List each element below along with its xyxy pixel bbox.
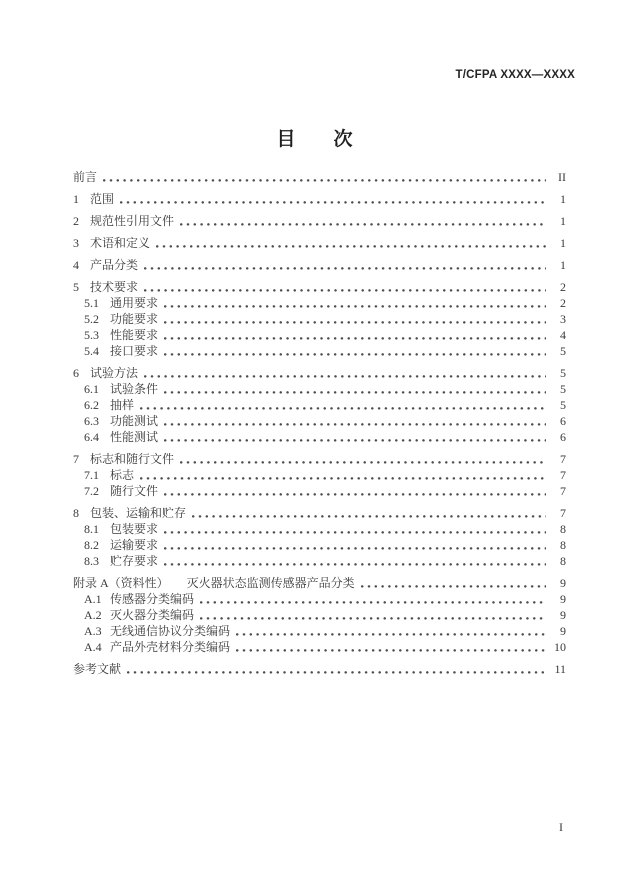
toc-entry-label: 术语和定义 (90, 236, 151, 250)
toc-entry[interactable] (73, 366, 566, 381)
toc-entry-number: 6 (73, 366, 79, 380)
toc-entry-page: 7 (560, 506, 566, 520)
dot-leader (180, 223, 546, 226)
toc-entry-page: 2 (560, 280, 566, 294)
toc-entry-label: 参考文献 (73, 662, 122, 676)
toc-entry-number: 5 (73, 280, 79, 294)
toc-entry-page: 11 (554, 662, 566, 676)
dot-leader (236, 633, 546, 636)
toc-entry-label: 贮存要求 (110, 554, 159, 568)
toc-entry-number: 5.2 (84, 312, 99, 326)
toc-entry[interactable] (73, 538, 566, 553)
toc-entry[interactable] (73, 522, 566, 537)
toc-entry[interactable] (73, 592, 566, 607)
toc-entry-label: 运输要求 (110, 538, 159, 552)
toc-entry[interactable] (73, 414, 566, 429)
toc-entry-number: 5.1 (84, 296, 99, 310)
toc-entry-page: 4 (560, 328, 566, 342)
dot-leader (200, 601, 546, 604)
dot-leader (164, 321, 546, 324)
toc-entry[interactable] (73, 430, 566, 445)
dot-leader (140, 407, 546, 410)
toc-entry-page: 8 (560, 522, 566, 536)
toc-entry-label: 规范性引用文件 (90, 214, 175, 228)
toc-entry-page: II (558, 170, 566, 184)
dot-leader (180, 461, 546, 464)
dot-leader (144, 289, 546, 292)
toc-entry-number: A.3 (84, 624, 102, 638)
dot-leader (120, 201, 546, 204)
toc-entry-label: 技术要求 (90, 280, 139, 294)
toc-entry-page: 6 (560, 430, 566, 444)
toc-entry[interactable] (73, 312, 566, 327)
toc-entry-label: 随行文件 (110, 484, 159, 498)
dot-leader (164, 305, 546, 308)
toc-entry-label: 产品分类 (90, 258, 139, 272)
toc-entry[interactable] (73, 398, 566, 413)
dot-leader (164, 563, 546, 566)
toc-entry-number: A.1 (84, 592, 102, 606)
dot-leader (164, 547, 546, 550)
toc-entry-number: 3 (73, 236, 79, 250)
toc-entry[interactable] (73, 452, 566, 467)
dot-leader (164, 439, 546, 442)
toc-entry-label: 范围 (90, 192, 115, 206)
toc-entry-label: 前言 (73, 170, 98, 184)
dot-leader (361, 585, 546, 588)
dot-leader (200, 617, 546, 620)
toc-entry-page: 7 (560, 468, 566, 482)
toc-entry-label: 性能要求 (110, 328, 159, 342)
toc-entry[interactable] (73, 280, 566, 295)
toc-entry[interactable] (73, 468, 566, 483)
toc-entry-page: 5 (560, 366, 566, 380)
toc-entry-number: 8.3 (84, 554, 99, 568)
dot-leader (156, 245, 546, 248)
toc-entry-label: 无线通信协议分类编码 (110, 624, 231, 638)
toc-entry-page: 5 (560, 344, 566, 358)
document-number: T/CFPA XXXX—XXXX (455, 69, 575, 81)
toc-entry[interactable] (73, 662, 566, 677)
toc-entry-label: 标志 (110, 468, 135, 482)
toc-entry-page: 9 (560, 608, 566, 622)
toc-entry[interactable] (73, 554, 566, 569)
dot-leader (164, 353, 546, 356)
toc-entry-number: A.2 (84, 608, 102, 622)
toc-entry-label: 产品外壳材料分类编码 (110, 640, 231, 654)
toc-list (73, 170, 566, 677)
toc-entry[interactable] (73, 576, 566, 591)
toc-entry[interactable] (73, 640, 566, 655)
toc-entry-page: 2 (560, 296, 566, 310)
toc-entry-label: 功能测试 (110, 414, 159, 428)
toc-entry-label: 附录 A（资料性） 灭火器状态监测传感器产品分类 (73, 576, 355, 590)
toc-entry-number: 8.1 (84, 522, 99, 536)
toc-entry-number: 6.1 (84, 382, 99, 396)
dot-leader (144, 375, 546, 378)
toc-entry[interactable] (73, 608, 566, 623)
toc-entry-number: 5.3 (84, 328, 99, 342)
toc-entry-number: 6.2 (84, 398, 99, 412)
toc-entry[interactable] (73, 296, 566, 311)
toc-entry-page: 1 (560, 258, 566, 272)
toc-entry-number: 7.1 (84, 468, 99, 482)
toc-entry-label: 抽样 (110, 398, 135, 412)
toc-entry-label: 性能测试 (110, 430, 159, 444)
dot-leader (103, 179, 546, 182)
toc-entry-number: 5.4 (84, 344, 99, 358)
toc-entry-label: 功能要求 (110, 312, 159, 326)
toc-entry[interactable] (73, 214, 566, 229)
toc-entry-page: 9 (560, 624, 566, 638)
toc-entry[interactable] (73, 170, 566, 185)
toc-entry-page: 8 (560, 538, 566, 552)
toc-entry-label: 接口要求 (110, 344, 159, 358)
toc-entry-label: 通用要求 (110, 296, 159, 310)
toc-entry-label: 传感器分类编码 (110, 592, 195, 606)
toc-entry-page: 9 (560, 576, 566, 590)
toc-entry-label: 包装要求 (110, 522, 159, 536)
toc-entry-page: 1 (560, 214, 566, 228)
toc-entry-number: 2 (73, 214, 79, 228)
toc-entry[interactable] (73, 192, 566, 207)
toc-entry[interactable] (73, 258, 566, 273)
toc-entry-number: 4 (73, 258, 79, 272)
dot-leader (164, 531, 546, 534)
toc-entry-number: 6.4 (84, 430, 99, 444)
dot-leader (164, 423, 546, 426)
footer-page-number: I (559, 820, 563, 834)
toc-entry-number: 6.3 (84, 414, 99, 428)
toc-entry[interactable] (73, 506, 566, 521)
toc-entry-label: 试验方法 (90, 366, 139, 380)
toc-entry-page: 8 (560, 554, 566, 568)
dot-leader (144, 267, 546, 270)
toc-entry-number: 1 (73, 192, 79, 206)
page-title: 目 次 (276, 129, 353, 150)
toc-entry-label: 包装、运输和贮存 (90, 506, 187, 520)
toc-entry[interactable] (73, 382, 566, 397)
toc-entry[interactable] (73, 624, 566, 639)
toc-entry-number: 8.2 (84, 538, 99, 552)
toc-entry-number: 8 (73, 506, 79, 520)
toc-entry-page: 1 (560, 192, 566, 206)
toc-entry-label: 试验条件 (110, 382, 159, 396)
dot-leader (192, 515, 546, 518)
toc-entry-page: 7 (560, 484, 566, 498)
toc-entry-page: 6 (560, 414, 566, 428)
dot-leader (164, 391, 546, 394)
toc-entry-page: 5 (560, 382, 566, 396)
dot-leader (140, 477, 546, 480)
toc-entry-page: 7 (560, 452, 566, 466)
toc-entry-page: 3 (560, 312, 566, 326)
toc-entry-page: 1 (560, 236, 566, 250)
toc-entry[interactable] (73, 328, 566, 343)
toc-entry-label: 标志和随行文件 (90, 452, 175, 466)
dot-leader (164, 493, 546, 496)
toc-entry-label: 灭火器分类编码 (110, 608, 195, 622)
dot-leader (236, 649, 546, 652)
toc-entry[interactable] (73, 484, 566, 499)
toc-entry-number: 7.2 (84, 484, 99, 498)
toc-entry-page: 10 (554, 640, 566, 654)
dot-leader (164, 337, 546, 340)
toc-entry-number: A.4 (84, 640, 102, 654)
toc-entry[interactable] (73, 236, 566, 251)
toc-entry-page: 5 (560, 398, 566, 412)
toc-entry-number: 7 (73, 452, 79, 466)
toc-entry-page: 9 (560, 592, 566, 606)
dot-leader (127, 671, 546, 674)
toc-entry[interactable] (73, 344, 566, 359)
